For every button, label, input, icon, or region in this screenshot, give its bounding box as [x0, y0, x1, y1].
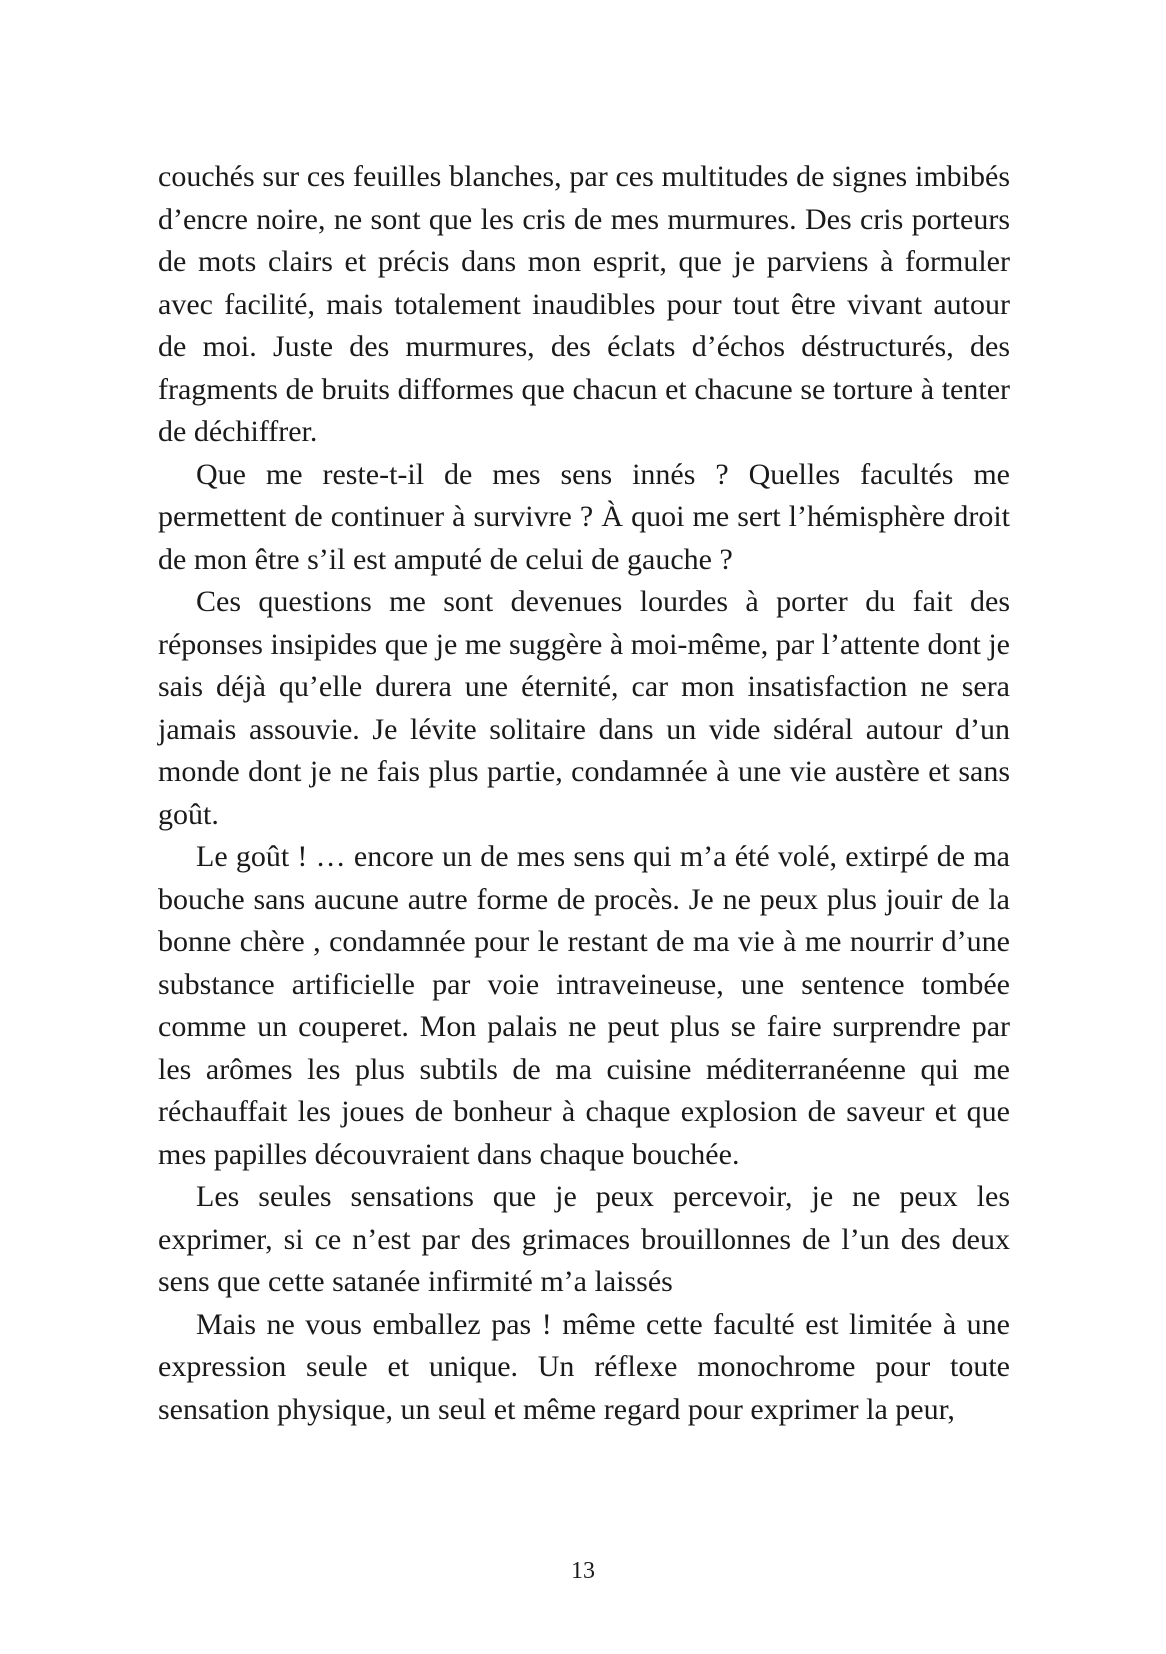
paragraph: Le goût ! … encore un de mes sens qui m’a été volé, extirpé de ma bouche sans aucune autre forme de procès. Je ne peux plus jouir de la bonne chère , condamnée pour le restant de ma vie à me nourrir d’une substance artificielle par voie intraveineuse, une sentence tombée comme un couperet. Mon palais ne peut plus se faire surprendre par les arômes les plus subtils de ma cuisine méditerranéenne qui me réchauffait les joues de bonheur à chaque explosion de saveur et que mes papilles découvraient dans chaque bouchée. [158, 840, 1010, 1171]
body-text [158, 156, 1010, 1431]
paragraph: Ces questions me sont devenues lourdes à porter du fait des réponses insipides que je me suggère à moi-même, par l’attente dont je sais déjà qu’elle durera une éternité, car mon insatisfaction ne sera jamais assouvie. Je lévite solitaire dans un vide sidéral autour d’un monde dont je ne fais plus partie, condamnée à une vie austère et sans goût. [158, 585, 1010, 831]
paragraph: Que me reste-t-il de mes sens innés ? Quelles facultés me permettent de continuer à survivre ? À quoi me sert l’hémisphère droit de mon être s’il est amputé de celui de gauche ? [158, 457, 1010, 576]
paragraph-continuation: couchés sur ces feuilles blanches, par ces multitudes de signes imbibés d’encre noire, ne sont que les cris de mes murmures. Des cris porteurs de mots clairs et précis dans mon esprit, que je parviens à formuler avec facilité, mais totalement inaudibles pour tout être vivant autour de moi. Juste des murmures, des éclats d’échos déstructurés, des fragments de bruits difformes que chacun et chacune se torture à tenter de déchiffrer. [158, 160, 1010, 448]
paragraph: Mais ne vous emballez pas ! même cette faculté est limitée à une expression seule et unique. Un réflexe monochrome pour toute sensation physique, un seul et même regard pour exprimer la peur, [158, 1307, 1010, 1426]
page-number: 13 [571, 1558, 595, 1584]
paragraph: Les seules sensations que je peux percevoir, je ne peux les exprimer, si ce n’est par des grimaces brouillonnes de l’un des deux sens que cette satanée infirmité m’a laissés [158, 1180, 1010, 1298]
